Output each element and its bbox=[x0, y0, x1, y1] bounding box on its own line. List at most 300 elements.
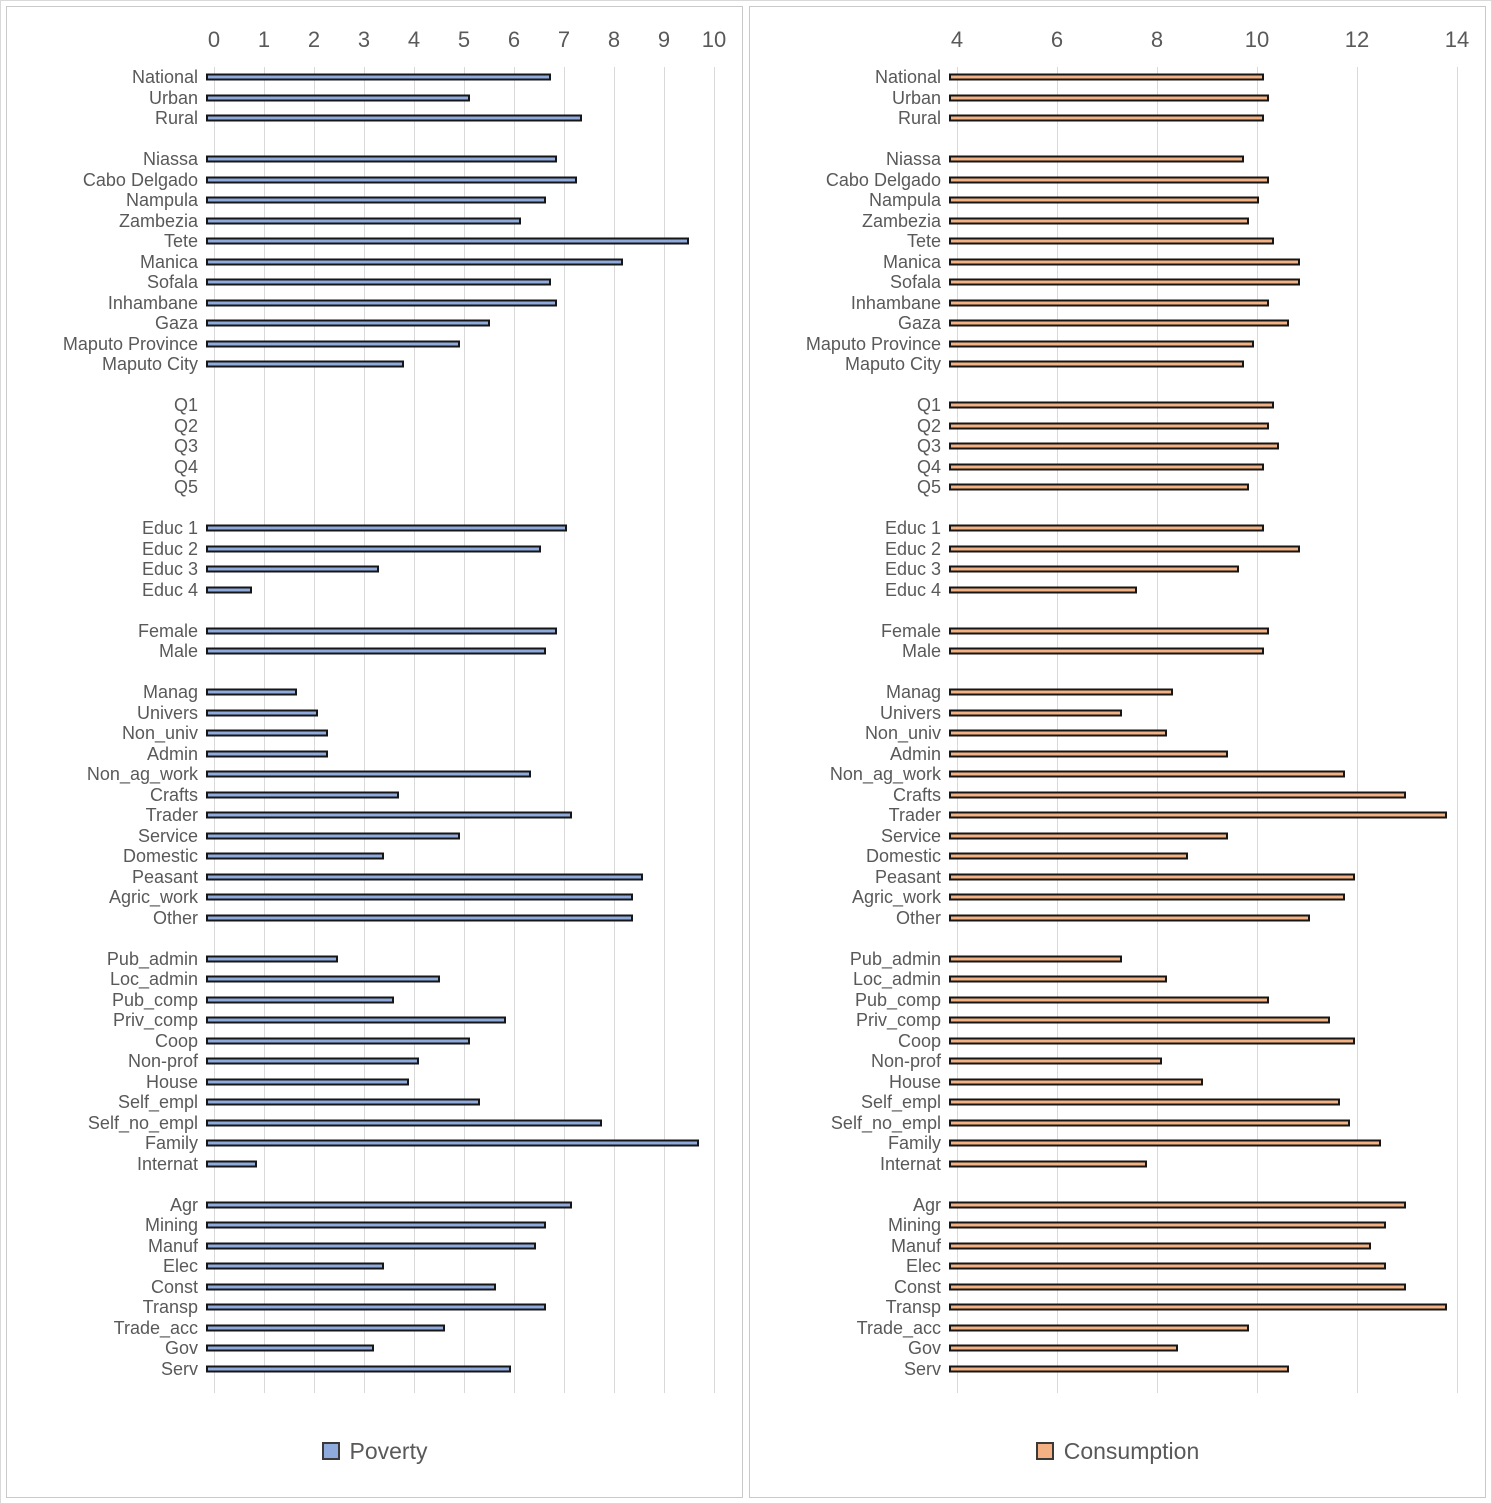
row-label: Nampula bbox=[125, 190, 198, 211]
consumption-chart-panel bbox=[749, 6, 1486, 1498]
row-label: Admin bbox=[889, 743, 941, 764]
consumption-bar bbox=[949, 1242, 1371, 1249]
chart-row bbox=[750, 1072, 1485, 1093]
chart-row bbox=[7, 518, 742, 539]
consumption-bar bbox=[949, 1222, 1386, 1229]
row-label: Female bbox=[880, 620, 941, 641]
axis-tick-label: 9 bbox=[657, 27, 671, 52]
chart-row bbox=[7, 108, 742, 129]
chart-row bbox=[7, 1092, 742, 1113]
chart-row bbox=[7, 990, 742, 1011]
consumption-bar bbox=[949, 1263, 1386, 1270]
row-label: National bbox=[874, 67, 941, 88]
row-plot bbox=[206, 1010, 714, 1031]
axis-tick-label: 2 bbox=[307, 27, 321, 52]
row-label: Trader bbox=[888, 805, 941, 826]
row-plot bbox=[206, 1051, 714, 1072]
chart-row bbox=[7, 1113, 742, 1134]
row-label: Agric_work bbox=[108, 887, 198, 908]
section-gap bbox=[7, 498, 742, 519]
row-label: Crafts bbox=[149, 784, 198, 805]
chart-row bbox=[7, 395, 742, 416]
chart-row bbox=[7, 682, 742, 703]
row-label: Crafts bbox=[892, 784, 941, 805]
consumption-bar bbox=[949, 463, 1264, 470]
row-label: Peasant bbox=[874, 866, 941, 887]
chart-row bbox=[7, 867, 742, 888]
consumption-bar bbox=[949, 422, 1269, 429]
row-plot bbox=[949, 744, 1457, 765]
section-gap bbox=[750, 662, 1485, 683]
chart-row bbox=[750, 1113, 1485, 1134]
poverty-bar bbox=[206, 976, 440, 983]
row-label: Transp bbox=[885, 1297, 941, 1318]
poverty-chart bbox=[7, 15, 742, 1497]
row-plot bbox=[206, 559, 714, 580]
consumption-bar bbox=[949, 627, 1269, 634]
consumption-chart bbox=[750, 15, 1485, 1497]
row-label: Educ 1 bbox=[141, 518, 198, 539]
axis-tick-label: 12 bbox=[1344, 27, 1370, 52]
row-label: Niassa bbox=[885, 149, 941, 170]
row-plot bbox=[206, 887, 714, 908]
row-label: Priv_comp bbox=[855, 1010, 941, 1031]
chart-row bbox=[7, 252, 742, 273]
row-label: Coop bbox=[897, 1030, 941, 1051]
row-label: Maputo City bbox=[101, 354, 198, 375]
chart-row bbox=[7, 703, 742, 724]
consumption-bar bbox=[949, 894, 1345, 901]
row-label: Inhambane bbox=[850, 292, 941, 313]
row-plot bbox=[949, 1359, 1457, 1380]
row-plot bbox=[206, 518, 714, 539]
row-plot bbox=[949, 395, 1457, 416]
row-label: Q1 bbox=[173, 395, 198, 416]
consumption-bar bbox=[949, 525, 1264, 532]
row-label: Q1 bbox=[916, 395, 941, 416]
consumption-bar bbox=[949, 648, 1264, 655]
row-plot bbox=[949, 1215, 1457, 1236]
chart-row bbox=[750, 580, 1485, 601]
chart-row bbox=[7, 1338, 742, 1359]
chart-row bbox=[7, 190, 742, 211]
row-plot bbox=[206, 477, 714, 498]
row-label: Family bbox=[145, 1133, 198, 1154]
row-plot bbox=[206, 436, 714, 457]
poverty-bar bbox=[206, 1283, 496, 1290]
row-plot bbox=[949, 1236, 1457, 1257]
row-label: Cabo Delgado bbox=[825, 169, 941, 190]
consumption-bar bbox=[949, 709, 1122, 716]
row-plot bbox=[949, 1051, 1457, 1072]
chart-row bbox=[7, 580, 742, 601]
chart-row bbox=[750, 1338, 1485, 1359]
row-label: Urban bbox=[148, 87, 198, 108]
row-plot bbox=[949, 518, 1457, 539]
section-gap bbox=[750, 129, 1485, 150]
chart-row bbox=[7, 785, 742, 806]
chart-row bbox=[750, 313, 1485, 334]
row-plot bbox=[206, 805, 714, 826]
row-label: Serv bbox=[160, 1358, 198, 1379]
row-label: Elec bbox=[162, 1256, 198, 1277]
row-plot bbox=[949, 436, 1457, 457]
row-plot bbox=[206, 846, 714, 867]
axis-tick-label: 10 bbox=[701, 27, 727, 52]
consumption-legend-swatch bbox=[1036, 1442, 1054, 1460]
poverty-bar bbox=[206, 525, 567, 532]
row-plot bbox=[206, 1359, 714, 1380]
consumption-bar bbox=[949, 320, 1289, 327]
chart-row bbox=[7, 949, 742, 970]
axis-tick-label: 1 bbox=[257, 27, 271, 52]
row-label: Const bbox=[150, 1276, 198, 1297]
row-plot bbox=[949, 416, 1457, 437]
row-label: Q3 bbox=[173, 436, 198, 457]
poverty-bar bbox=[206, 74, 551, 81]
row-plot bbox=[206, 949, 714, 970]
poverty-bar bbox=[206, 812, 572, 819]
row-label: Loc_admin bbox=[109, 969, 198, 990]
row-label: Manuf bbox=[890, 1235, 941, 1256]
chart-row bbox=[750, 1154, 1485, 1175]
row-label: Pub_admin bbox=[849, 948, 941, 969]
row-plot bbox=[206, 88, 714, 109]
row-label: Tete bbox=[163, 231, 198, 252]
row-label: Sofala bbox=[146, 272, 198, 293]
chart-row bbox=[750, 723, 1485, 744]
consumption-bar bbox=[949, 1324, 1249, 1331]
row-plot bbox=[206, 211, 714, 232]
row-label: Agr bbox=[912, 1194, 941, 1215]
row-label: Educ 4 bbox=[884, 579, 941, 600]
row-label: Q4 bbox=[173, 456, 198, 477]
row-plot bbox=[949, 1195, 1457, 1216]
poverty-bar bbox=[206, 689, 297, 696]
consumption-bar bbox=[949, 1058, 1162, 1065]
axis-tick-label: 14 bbox=[1444, 27, 1470, 52]
row-label: Non_ag_work bbox=[829, 764, 941, 785]
section-gap bbox=[7, 129, 742, 150]
row-plot bbox=[206, 170, 714, 191]
row-label: Inhambane bbox=[107, 292, 198, 313]
row-plot bbox=[949, 1154, 1457, 1175]
row-label: Self_no_empl bbox=[87, 1112, 198, 1133]
poverty-bar bbox=[206, 709, 318, 716]
chart-row bbox=[750, 231, 1485, 252]
chart-row bbox=[750, 867, 1485, 888]
chart-row bbox=[750, 744, 1485, 765]
poverty-bar bbox=[206, 1160, 257, 1167]
row-plot bbox=[949, 457, 1457, 478]
row-label: Nampula bbox=[868, 190, 941, 211]
chart-row bbox=[7, 231, 742, 252]
row-plot bbox=[949, 1318, 1457, 1339]
chart-row bbox=[750, 1215, 1485, 1236]
row-plot bbox=[949, 190, 1457, 211]
chart-row bbox=[750, 1031, 1485, 1052]
row-plot bbox=[206, 334, 714, 355]
row-plot bbox=[206, 354, 714, 375]
row-label: Manag bbox=[885, 682, 941, 703]
section-gap bbox=[750, 928, 1485, 949]
chart-row bbox=[7, 313, 742, 334]
poverty-bar bbox=[206, 1365, 511, 1372]
row-plot bbox=[949, 1297, 1457, 1318]
row-plot bbox=[206, 313, 714, 334]
section-gap bbox=[750, 1174, 1485, 1195]
row-label: Domestic bbox=[865, 846, 941, 867]
row-plot bbox=[206, 252, 714, 273]
poverty-bar bbox=[206, 320, 490, 327]
row-label: Serv bbox=[903, 1358, 941, 1379]
row-label: Female bbox=[137, 620, 198, 641]
chart-row bbox=[7, 457, 742, 478]
chart-row bbox=[7, 149, 742, 170]
row-label: Manag bbox=[142, 682, 198, 703]
row-plot bbox=[949, 88, 1457, 109]
consumption-bar bbox=[949, 217, 1249, 224]
row-plot bbox=[206, 1072, 714, 1093]
row-label: Urban bbox=[891, 87, 941, 108]
row-label: Self_no_empl bbox=[830, 1112, 941, 1133]
row-label: Non_univ bbox=[121, 723, 198, 744]
row-plot bbox=[206, 641, 714, 662]
row-plot bbox=[206, 1133, 714, 1154]
row-plot bbox=[949, 990, 1457, 1011]
poverty-bar bbox=[206, 873, 643, 880]
row-plot bbox=[949, 785, 1457, 806]
row-plot bbox=[949, 1277, 1457, 1298]
row-label: Educ 3 bbox=[141, 559, 198, 580]
row-plot bbox=[949, 108, 1457, 129]
consumption-bar bbox=[949, 1078, 1203, 1085]
row-label: Manica bbox=[139, 251, 198, 272]
poverty-bar bbox=[206, 771, 531, 778]
chart-row bbox=[750, 641, 1485, 662]
poverty-bar bbox=[206, 197, 546, 204]
axis-tick-label: 4 bbox=[950, 27, 964, 52]
row-plot bbox=[206, 395, 714, 416]
chart-row bbox=[750, 1010, 1485, 1031]
row-plot bbox=[206, 580, 714, 601]
axis-tick-label: 0 bbox=[207, 27, 221, 52]
poverty-legend bbox=[7, 1431, 742, 1471]
row-label: Family bbox=[888, 1133, 941, 1154]
row-plot bbox=[206, 457, 714, 478]
consumption-plot-area bbox=[750, 67, 1485, 1393]
chart-row bbox=[7, 744, 742, 765]
chart-row bbox=[7, 1195, 742, 1216]
chart-row bbox=[7, 1236, 742, 1257]
chart-row bbox=[750, 1359, 1485, 1380]
section-gap bbox=[7, 600, 742, 621]
chart-row bbox=[750, 190, 1485, 211]
row-plot bbox=[206, 1154, 714, 1175]
row-plot bbox=[949, 211, 1457, 232]
chart-row bbox=[7, 539, 742, 560]
section-gap bbox=[750, 600, 1485, 621]
poverty-legend-label: Poverty bbox=[349, 1437, 428, 1464]
chart-row bbox=[750, 477, 1485, 498]
row-plot bbox=[949, 867, 1457, 888]
row-plot bbox=[949, 1010, 1457, 1031]
consumption-bar bbox=[949, 1037, 1355, 1044]
chart-row bbox=[7, 436, 742, 457]
row-plot bbox=[949, 723, 1457, 744]
row-label: House bbox=[145, 1071, 198, 1092]
poverty-bar bbox=[206, 914, 633, 921]
axis-tick-label: 4 bbox=[407, 27, 421, 52]
row-plot bbox=[206, 908, 714, 929]
poverty-bar bbox=[206, 1140, 699, 1147]
row-label: Gov bbox=[164, 1338, 198, 1359]
consumption-legend-label: Consumption bbox=[1063, 1437, 1200, 1464]
row-plot bbox=[949, 682, 1457, 703]
row-label: Agr bbox=[169, 1194, 198, 1215]
consumption-bar bbox=[949, 545, 1300, 552]
chart-row bbox=[7, 334, 742, 355]
poverty-bar bbox=[206, 94, 470, 101]
poverty-bar bbox=[206, 1058, 419, 1065]
row-label: Educ 1 bbox=[884, 518, 941, 539]
poverty-bar bbox=[206, 340, 460, 347]
consumption-bar bbox=[949, 402, 1274, 409]
chart-row bbox=[750, 949, 1485, 970]
row-label: Gaza bbox=[154, 313, 198, 334]
row-label: Q2 bbox=[173, 415, 198, 436]
poverty-bar bbox=[206, 1304, 546, 1311]
chart-row bbox=[7, 354, 742, 375]
chart-row bbox=[7, 1215, 742, 1236]
row-plot bbox=[949, 272, 1457, 293]
chart-row bbox=[750, 1051, 1485, 1072]
poverty-bar bbox=[206, 1099, 480, 1106]
row-plot bbox=[206, 149, 714, 170]
chart-row bbox=[7, 272, 742, 293]
consumption-bar bbox=[949, 115, 1264, 122]
chart-row bbox=[7, 826, 742, 847]
chart-row bbox=[750, 334, 1485, 355]
consumption-bar bbox=[949, 730, 1167, 737]
chart-row bbox=[750, 1133, 1485, 1154]
consumption-bar bbox=[949, 1160, 1147, 1167]
consumption-bar bbox=[949, 1099, 1340, 1106]
chart-row bbox=[750, 621, 1485, 642]
row-plot bbox=[206, 1256, 714, 1277]
row-label: Agric_work bbox=[851, 887, 941, 908]
chart-row bbox=[7, 1010, 742, 1031]
consumption-bar bbox=[949, 156, 1244, 163]
row-label: Loc_admin bbox=[852, 969, 941, 990]
row-label: Pub_comp bbox=[854, 989, 941, 1010]
chart-row bbox=[750, 539, 1485, 560]
row-plot bbox=[949, 580, 1457, 601]
row-label: Service bbox=[880, 825, 941, 846]
row-label: Maputo City bbox=[844, 354, 941, 375]
row-plot bbox=[949, 313, 1457, 334]
row-label: Other bbox=[152, 907, 198, 928]
row-plot bbox=[949, 764, 1457, 785]
row-plot bbox=[949, 334, 1457, 355]
section-gap bbox=[7, 928, 742, 949]
chart-row bbox=[7, 1133, 742, 1154]
poverty-bar bbox=[206, 791, 399, 798]
axis-tick-label: 7 bbox=[557, 27, 571, 52]
poverty-bar bbox=[206, 894, 633, 901]
chart-row bbox=[750, 1297, 1485, 1318]
chart-row bbox=[750, 395, 1485, 416]
row-plot bbox=[949, 908, 1457, 929]
row-plot bbox=[206, 764, 714, 785]
consumption-bar bbox=[949, 340, 1254, 347]
poverty-bar bbox=[206, 750, 328, 757]
consumption-bar bbox=[949, 443, 1279, 450]
poverty-legend-swatch bbox=[322, 1442, 340, 1460]
chart-row bbox=[7, 1256, 742, 1277]
row-label: Gov bbox=[907, 1338, 941, 1359]
row-plot bbox=[206, 990, 714, 1011]
consumption-bar bbox=[949, 832, 1228, 839]
consumption-bar bbox=[949, 853, 1188, 860]
section-gap bbox=[7, 662, 742, 683]
chart-row bbox=[7, 723, 742, 744]
chart-row bbox=[750, 1195, 1485, 1216]
row-plot bbox=[206, 1318, 714, 1339]
consumption-bar bbox=[949, 1119, 1350, 1126]
poverty-bar bbox=[206, 648, 546, 655]
chart-row bbox=[7, 416, 742, 437]
axis-tick-label: 5 bbox=[457, 27, 471, 52]
row-label: Educ 3 bbox=[884, 559, 941, 580]
row-plot bbox=[949, 354, 1457, 375]
row-label: Cabo Delgado bbox=[82, 169, 198, 190]
chart-row bbox=[750, 436, 1485, 457]
chart-row bbox=[7, 1359, 742, 1380]
row-label: Admin bbox=[146, 743, 198, 764]
row-label: Q4 bbox=[916, 456, 941, 477]
row-label: Q3 bbox=[916, 436, 941, 457]
poverty-chart-panel bbox=[6, 6, 743, 1498]
poverty-bar bbox=[206, 115, 582, 122]
chart-row bbox=[7, 1297, 742, 1318]
chart-row bbox=[7, 641, 742, 662]
row-plot bbox=[206, 744, 714, 765]
row-plot bbox=[206, 867, 714, 888]
row-plot bbox=[206, 1236, 714, 1257]
poverty-bar bbox=[206, 279, 551, 286]
poverty-bar bbox=[206, 996, 394, 1003]
row-plot bbox=[949, 1113, 1457, 1134]
row-plot bbox=[206, 108, 714, 129]
consumption-bar bbox=[949, 238, 1274, 245]
row-plot bbox=[949, 539, 1457, 560]
poverty-bar bbox=[206, 217, 521, 224]
consumption-bar bbox=[949, 586, 1137, 593]
poverty-bar bbox=[206, 566, 379, 573]
chart-row bbox=[750, 1256, 1485, 1277]
row-plot bbox=[206, 1113, 714, 1134]
row-label: Domestic bbox=[122, 846, 198, 867]
row-plot bbox=[949, 621, 1457, 642]
poverty-bar bbox=[206, 1017, 506, 1024]
row-plot bbox=[949, 703, 1457, 724]
chart-row bbox=[750, 1318, 1485, 1339]
row-plot bbox=[949, 969, 1457, 990]
row-label: Univers bbox=[879, 702, 941, 723]
consumption-bar bbox=[949, 258, 1300, 265]
poverty-bar bbox=[206, 586, 252, 593]
